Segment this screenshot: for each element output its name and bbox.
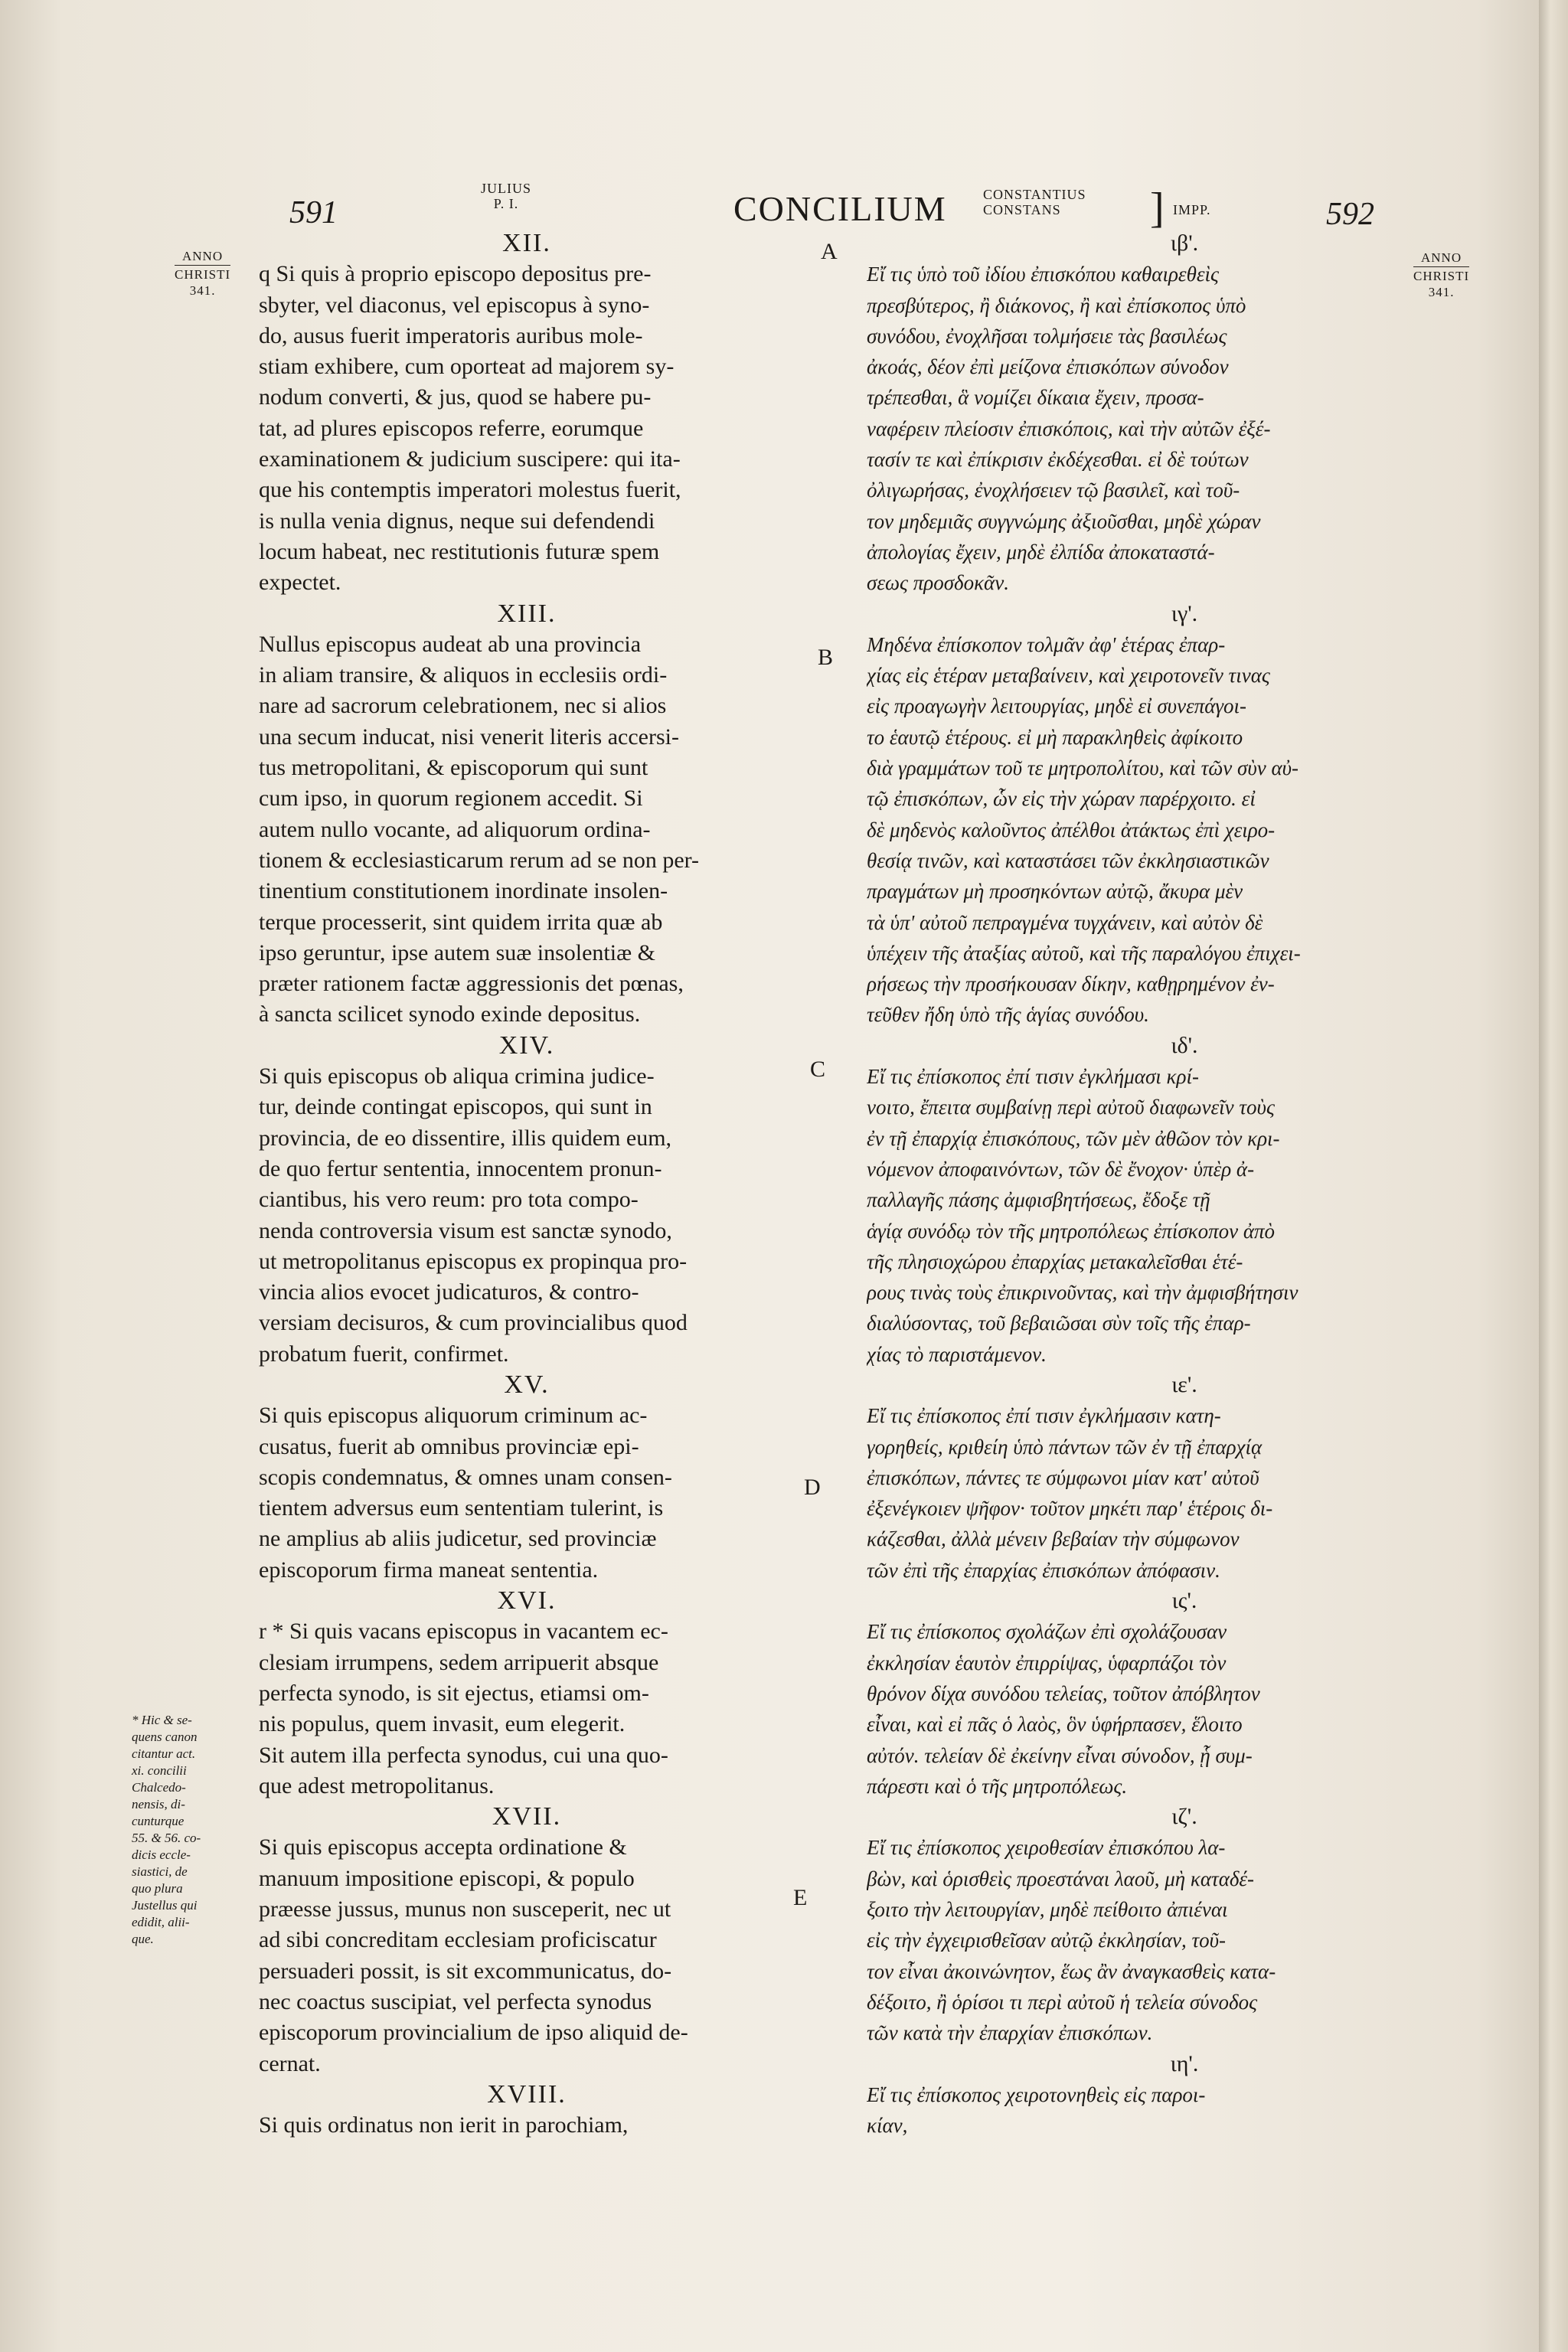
greek-canon-text bbox=[867, 2079, 1502, 2141]
text-line: persuaderi possit, is sit excommunicatus, do- bbox=[259, 1958, 672, 1984]
text-line: τεῦθεν ἤδη ὑπὸ τῆς ἁγίας συνόδου. bbox=[867, 1003, 1149, 1027]
text-line: ad sibi concreditam ecclesiam proficiscatur bbox=[259, 1927, 657, 1953]
page-edge bbox=[1539, 0, 1568, 2352]
text-line: ρήσεως τὴν προσήκουσαν δίκην, καθῃρημένον ἐν- bbox=[867, 972, 1275, 996]
text-line: αὐτόν. τελείαν δὲ ἐκείνην εἶναι σύνοδον, ᾗ συμ- bbox=[867, 1743, 1253, 1767]
text-line: expectet. bbox=[259, 570, 341, 596]
year-line: 341. bbox=[189, 283, 216, 298]
text-line: πρεσβύτερος, ἢ διάκονος, ἢ καὶ ἐπίσκοπος ὑπὸ bbox=[867, 293, 1246, 317]
run-line: CONSTANTIUS bbox=[983, 187, 1086, 202]
text-line: episcoporum firma maneat sententia. bbox=[259, 1557, 599, 1583]
text-line: πάρεστι καὶ ὁ τῆς μητροπόλεως. bbox=[867, 1774, 1128, 1798]
text-line: terque processerit, sint quidem irrita quæ ab bbox=[259, 909, 663, 935]
greek-canon-heading: ιβ'. bbox=[1170, 230, 1199, 256]
latin-canon-heading: XV. bbox=[504, 1370, 550, 1399]
text-line: ipso geruntur, ipse autem suæ insolentiæ & bbox=[259, 939, 655, 965]
text-line: τῆς πλησιοχώρου ἐπαρχίας μετακαλεῖσθαι ἑτέ- bbox=[867, 1250, 1243, 1273]
text-line: εἰς τὴν ἐγχειρισθεῖσαν αὐτῷ ἐκκλησίαν, τοῦ- bbox=[867, 1929, 1227, 1952]
text-line: nare ad sacrorum celebrationem, nec si alios bbox=[259, 693, 667, 719]
text-line: ναφέρειν πλείοσιν ἐπισκόποις, καὶ τὴν αὐτῶν ἐξέ- bbox=[867, 416, 1271, 440]
text-line: r * Si quis vacans episcopus in vacantem ec- bbox=[259, 1619, 668, 1645]
text-line: ρους τινὰς τοὺς ἐπικρινοῦντας, καὶ τὴν ἀμφισβήτησιν bbox=[867, 1281, 1298, 1305]
right-page-number: 592 bbox=[1326, 197, 1374, 232]
latin-canon-heading: XVII. bbox=[492, 1802, 562, 1831]
greek-column bbox=[867, 228, 1502, 2141]
text-line: ἐπισκόπων, πάντες τε σύμφωνοι μίαν κατ' αὐτοῦ bbox=[867, 1465, 1259, 1489]
page-title: CONCILIUM bbox=[733, 189, 947, 228]
text-line: ὑπέχειν τῆς ἀταξίας αὐτοῦ, καὶ τῆς παραλόγου ἐπιχει- bbox=[867, 941, 1301, 965]
note-line: quens canon bbox=[132, 1730, 198, 1744]
text-line: δὲ μηδενὸς καλοῦντος ἀπέλθοι ἀτάκτως ἐπὶ χειρο- bbox=[867, 818, 1276, 841]
text-line: tinentium constitutionem inordinate insolen- bbox=[259, 878, 668, 904]
text-line: versiam decisuros, & cum provincialibus quod bbox=[259, 1310, 688, 1336]
section-letter-e: E bbox=[793, 1885, 808, 1910]
text-line: manuum impositione episcopi, & populo bbox=[259, 1865, 635, 1891]
text-line: locum habeat, nec restitutionis futuræ spem bbox=[259, 538, 660, 564]
text-line: Εἴ τις ἐπίσκοπος ἐπί τισιν ἐγκλήμασι κρί- bbox=[867, 1065, 1199, 1089]
text-line: is nulla venia dignus, neque sui defendendi bbox=[259, 508, 655, 534]
latin-canon-heading: XIII. bbox=[497, 599, 557, 628]
text-line: Εἴ τις ἐπίσκοπος χειροθεσίαν ἐπισκόπου λα- bbox=[867, 1836, 1226, 1860]
note-line: Justellus qui bbox=[132, 1898, 198, 1913]
greek-canon-heading: ις'. bbox=[1171, 1588, 1197, 1614]
latin-column bbox=[259, 228, 795, 2141]
text-line: stiam exhibere, cum oporteat ad majorem sy- bbox=[259, 354, 675, 380]
year-line: CHRISTI bbox=[1413, 269, 1470, 283]
text-line: à sancta scilicet synodo exinde depositus. bbox=[259, 1001, 641, 1027]
text-line: autem nullo vocante, ad aliquorum ordina- bbox=[259, 816, 651, 842]
text-line: το ἑαυτῷ ἑτέρους. εἰ μὴ παρακληθεὶς ἀφίκοιτο bbox=[867, 725, 1243, 749]
text-line: perfecta synodo, is sit ejectus, etiamsi om- bbox=[259, 1680, 649, 1706]
latin-canon-text bbox=[259, 2110, 795, 2141]
text-line: τὰ ὑπ' αὐτοῦ πεπραγμένα τυγχάνειν, καὶ αὐτὸν δὲ bbox=[867, 910, 1263, 934]
text-line: que adest metropolitanus. bbox=[259, 1772, 495, 1798]
section-letter-b: B bbox=[818, 645, 834, 670]
year-line: ANNO bbox=[182, 249, 224, 263]
text-line: ciantibus, his vero reum: pro tota compo- bbox=[259, 1187, 639, 1213]
latin-canon-text bbox=[259, 629, 795, 1031]
text-line: ἐν τῇ ἐπαρχίᾳ ἐπισκόπους, τῶν μὲν ἀθῶον τὸν κρι- bbox=[867, 1126, 1280, 1150]
text-line: κάζεσθαι, ἀλλὰ μένειν βεβαίαν τὴν σύμφωνον bbox=[867, 1527, 1240, 1551]
text-line: Μηδένα ἐπίσκοπον τολμᾶν ἀφ' ἑτέρας ἐπαρ- bbox=[867, 632, 1226, 656]
text-line: ἁγίᾳ συνόδῳ τὸν τῆς μητροπόλεως ἐπίσκοπον ἀπὸ bbox=[867, 1219, 1276, 1243]
run-line: CONSTANS bbox=[983, 202, 1061, 217]
text-line: χίας εἰς ἑτέραν μεταβαίνειν, καὶ χειροτονεῖν τινας bbox=[867, 664, 1270, 688]
text-line: βὼν, καὶ ὁρισθεὶς προεστάναι λαοῦ, μὴ καταδέ- bbox=[867, 1867, 1255, 1890]
text-line: ἐκκλησίαν ἑαυτὸν ἐπιρρίψας, ὑφαρπάζοι τὸν bbox=[867, 1651, 1227, 1674]
text-line: nodum converti, & jus, quod se habere pu- bbox=[259, 384, 652, 410]
text-line: Εἴ τις ἐπίσκοπος χειροτονηθεὶς εἰς παροι- bbox=[867, 2082, 1206, 2106]
text-line: παλλαγῆς πάσης ἀμφισβητήσεως, ἔδοξε τῇ bbox=[867, 1188, 1210, 1212]
running-head-julius bbox=[481, 181, 531, 211]
note-line: xi. concilii bbox=[132, 1763, 187, 1778]
year-line: CHRISTI bbox=[175, 267, 231, 282]
text-line: una secum inducat, nisi venerit literis accersi- bbox=[259, 724, 679, 750]
greek-canon-text bbox=[867, 1061, 1502, 1370]
year-rule bbox=[175, 265, 230, 266]
run-line: JULIUS bbox=[481, 181, 532, 196]
latin-canon-text bbox=[259, 1832, 795, 2079]
text-line: sbyter, vel diaconus, vel episcopus à syno- bbox=[259, 292, 650, 318]
margin-year-left bbox=[175, 248, 230, 299]
latin-canon-text bbox=[259, 1061, 795, 1370]
text-line: nec coactus suscipiat, vel perfecta synodus bbox=[259, 1988, 652, 2014]
text-line: clesiam irrumpens, sedem arripuerit absque bbox=[259, 1649, 659, 1675]
text-line: de quo fertur sententia, innocentem pronun- bbox=[259, 1155, 662, 1181]
text-line: Sit autem illa perfecta synodus, cui una quo- bbox=[259, 1742, 668, 1768]
latin-canon-text bbox=[259, 1400, 795, 1586]
text-line: Εἴ τις ὑπὸ τοῦ ἰδίου ἐπισκόπου καθαιρεθεὶς bbox=[867, 263, 1219, 286]
note-line: quo plura bbox=[132, 1881, 183, 1896]
text-line: νοιτο, ἔπειτα συμβαίνῃ περὶ αὐτοῦ διαφωνεῖν τοὺς bbox=[867, 1096, 1275, 1119]
section-letter-a: A bbox=[821, 239, 838, 264]
run-line: P. I. bbox=[493, 196, 519, 211]
text-line: nis populus, quem invasit, eum elegerit. bbox=[259, 1711, 626, 1737]
note-line: nensis, di- bbox=[132, 1797, 185, 1811]
text-line: τον εἶναι ἀκοινώνητον, ἕως ἂν ἀναγκασθεὶς κατα- bbox=[867, 1959, 1276, 1983]
greek-canon-heading: ιη'. bbox=[1170, 2050, 1199, 2076]
text-line: tur, deinde contingat episcopos, qui sunt in bbox=[259, 1094, 652, 1120]
note-line: siastici, de bbox=[132, 1864, 188, 1879]
text-line: que his contemptis imperatori molestus fuerit, bbox=[259, 477, 681, 503]
text-line: tionem & ecclesiasticarum rerum ad se non per- bbox=[259, 847, 700, 873]
text-line: in aliam transire, & aliquos in ecclesiis ordi- bbox=[259, 662, 668, 688]
text-line: τῷ ἐπισκόπων, ὧν εἰς τὴν χώραν παρέρχοιτο. εἰ bbox=[867, 787, 1256, 811]
text-line: τασίν τε καὶ ἐπίκρισιν ἐκδέχεσθαι. εἰ δὲ τούτων bbox=[867, 448, 1249, 472]
latin-canon-heading: XII. bbox=[502, 229, 551, 257]
text-line: νόμενον ἀποφαινόντων, τῶν δὲ ἔνοχον· ὑπὲρ ἀ- bbox=[867, 1157, 1255, 1181]
impp-label: IMPP. bbox=[1173, 202, 1211, 217]
text-line: τρέπεσθαι, ἃ νομίζει δίκαια ἔχειν, προσα- bbox=[867, 386, 1204, 410]
note-line: dicis eccle- bbox=[132, 1847, 191, 1862]
note-line: 55. & 56. co- bbox=[132, 1831, 201, 1845]
text-line: Si quis episcopus accepta ordinatione & bbox=[259, 1834, 627, 1860]
text-line: Si quis episcopus aliquorum criminum ac- bbox=[259, 1403, 648, 1429]
note-line: que. bbox=[132, 1932, 154, 1946]
text-line: probatum fuerit, confirmet. bbox=[259, 1341, 509, 1367]
text-line: nenda controversia visum est sanctæ synodo, bbox=[259, 1217, 672, 1243]
greek-canon-heading: ιγ'. bbox=[1171, 600, 1198, 626]
text-line: scopis condemnatus, & omnes unam consen- bbox=[259, 1464, 672, 1490]
text-line: ἀκοάς, δέον ἐπὶ μείζονα ἐπισκόπων σύνοδον bbox=[867, 355, 1229, 379]
greek-canon-text bbox=[867, 1616, 1502, 1802]
latin-canon-heading: XVIII. bbox=[487, 2079, 567, 2109]
greek-canon-text bbox=[867, 259, 1502, 598]
greek-canon-text bbox=[867, 1400, 1502, 1586]
text-line: τῶν κατὰ τὴν ἐπαρχίαν ἐπισκόπων. bbox=[867, 2021, 1153, 2045]
text-line: Si quis episcopus ob aliqua crimina judice- bbox=[259, 1063, 655, 1089]
text-line: τον μηδεμιᾶς συγγνώμης ἀξιοῦσθαι, μηδὲ χώραν bbox=[867, 509, 1261, 533]
text-line: ὀλιγωρήσας, ἐνοχλήσειεν τῷ βασιλεῖ, καὶ τοῦ- bbox=[867, 479, 1240, 502]
text-line: θρόνον δίχα συνόδου τελείας, τοῦτον ἀπόβλητον bbox=[867, 1681, 1260, 1705]
text-line: cusatus, fuerit ab omnibus provinciæ epi- bbox=[259, 1433, 639, 1459]
text-line: ἀπολογίας ἔχειν, μηδὲ ἐλπίδα ἀποκαταστά- bbox=[867, 540, 1215, 564]
running-head-emperors bbox=[983, 187, 1086, 217]
brace-mark: ] bbox=[1150, 185, 1165, 232]
greek-canon-heading: ιδ'. bbox=[1171, 1032, 1198, 1058]
text-line: Εἴ τις ἐπίσκοπος σχολάζων ἐπὶ σχολάζουσαν bbox=[867, 1620, 1227, 1644]
text-line: συνόδου, ἐνοχλῆσαι τολμήσειε τὰς βασιλέως bbox=[867, 324, 1227, 348]
text-line: εἶναι, καὶ εἰ πᾶς ὁ λαὸς, ὃν ὑφήρπασεν, ἕλοιτο bbox=[867, 1713, 1243, 1736]
text-line: εἰς προαγωγὴν λειτουργίας, μηδὲ εἰ συνεπάγοι- bbox=[867, 694, 1247, 718]
text-line: διὰ γραμμάτων τοῦ τε μητροπολίτου, καὶ τῶν σὺν αὐ- bbox=[867, 756, 1299, 780]
greek-canon-heading: ιε'. bbox=[1171, 1371, 1197, 1397]
text-line: ut metropolitanus episcopus ex propinqua pro- bbox=[259, 1248, 688, 1274]
note-line: * Hic & se- bbox=[132, 1713, 192, 1727]
text-line: episcoporum provincialium de ipso aliquid de- bbox=[259, 2020, 688, 2046]
text-line: vincia alios evocet judicaturos, & contro- bbox=[259, 1279, 639, 1305]
greek-canon-heading: ιζ'. bbox=[1171, 1804, 1197, 1830]
text-line: Nullus episcopus audeat ab una provincia bbox=[259, 631, 642, 657]
text-line: ξοιτο τὴν λειτουργίαν, μηδὲ πείθοιτο ἀπιέναι bbox=[867, 1898, 1228, 1922]
section-letter-d: D bbox=[804, 1475, 821, 1500]
note-line: Chalcedo- bbox=[132, 1780, 186, 1795]
text-line: θεσίᾳ τινῶν, καὶ καταστάσει τῶν ἐκκλησιαστικῶν bbox=[867, 848, 1269, 872]
text-line: q Si quis à proprio episcopo depositus pre- bbox=[259, 261, 652, 287]
text-line: τῶν ἐπὶ τῆς ἐπαρχίας ἐπισκόπων ἀπόφασιν. bbox=[867, 1558, 1220, 1582]
note-line: edidit, alii- bbox=[132, 1915, 190, 1929]
text-line: χίας τὸ παριστάμενον. bbox=[867, 1342, 1047, 1366]
text-line: διαλύσοντας, τοῦ βεβαιῶσαι σὺν τοῖς τῆς ἐπαρ- bbox=[867, 1312, 1251, 1335]
text-line: cum ipso, in quorum regionem accedit. Si bbox=[259, 786, 643, 812]
text-line: Εἴ τις ἐπίσκοπος ἐπί τισιν ἐγκλήμασιν κατη- bbox=[867, 1404, 1221, 1428]
text-line: præesse jussus, munus non susceperit, nec ut bbox=[259, 1896, 671, 1922]
greek-canon-text bbox=[867, 1832, 1502, 2048]
latin-canon-heading: XVI. bbox=[497, 1586, 557, 1615]
note-line: cunturque bbox=[132, 1814, 185, 1828]
text-line: ne amplius ab aliis judicetur, sed provinciæ bbox=[259, 1526, 657, 1552]
year-line: ANNO bbox=[1421, 250, 1462, 265]
text-line: γορηθείς, κριθείη ὑπὸ πάντων τῶν ἐν τῇ ἐπαρχίᾳ bbox=[867, 1435, 1263, 1459]
marginal-note bbox=[132, 1712, 201, 1948]
text-line: ἐξενέγκοιεν ψῆφον· τοῦτον μηκέτι παρ' ἑτέροις δι- bbox=[867, 1497, 1273, 1521]
text-line: tat, ad plures episcopos referre, eorumque bbox=[259, 415, 644, 441]
year-line: 341. bbox=[1428, 285, 1455, 299]
section-letter-c: C bbox=[810, 1057, 826, 1082]
latin-canon-text bbox=[259, 259, 795, 598]
text-line: do, ausus fuerit imperatoris auribus mole- bbox=[259, 322, 643, 348]
left-page-number: 591 bbox=[289, 195, 338, 230]
text-line: δέξοιτο, ἢ ὁρίσοι τι περὶ αὐτοῦ ἡ τελεία σύνοδος bbox=[867, 1990, 1258, 2014]
latin-canon-heading: XIV. bbox=[498, 1031, 555, 1060]
text-line: σεως προσδοκᾶν. bbox=[867, 571, 1009, 595]
text-line: πραγμάτων μὴ προσηκόντων αὐτῷ, ἄκυρα μὲν bbox=[867, 880, 1243, 903]
text-line: examinationem & judicium suscipere: qui ita- bbox=[259, 446, 681, 472]
text-line: Si quis ordinatus non ierit in parochiam, bbox=[259, 2112, 629, 2138]
text-line: provincia, de eo dissentire, illis quidem eum, bbox=[259, 1125, 672, 1151]
latin-canon-text bbox=[259, 1616, 795, 1802]
text-line: tientem adversus eum sententiam tulerint, is bbox=[259, 1495, 664, 1521]
note-line: citantur act. bbox=[132, 1746, 196, 1761]
text-line: cernat. bbox=[259, 2050, 321, 2076]
greek-canon-text bbox=[867, 629, 1502, 1031]
text-line: κίαν, bbox=[867, 2114, 908, 2138]
text-line: præter rationem factæ aggressionis det pœnas, bbox=[259, 971, 684, 997]
text-line: tus metropolitani, & episcoporum qui sunt bbox=[259, 755, 648, 781]
